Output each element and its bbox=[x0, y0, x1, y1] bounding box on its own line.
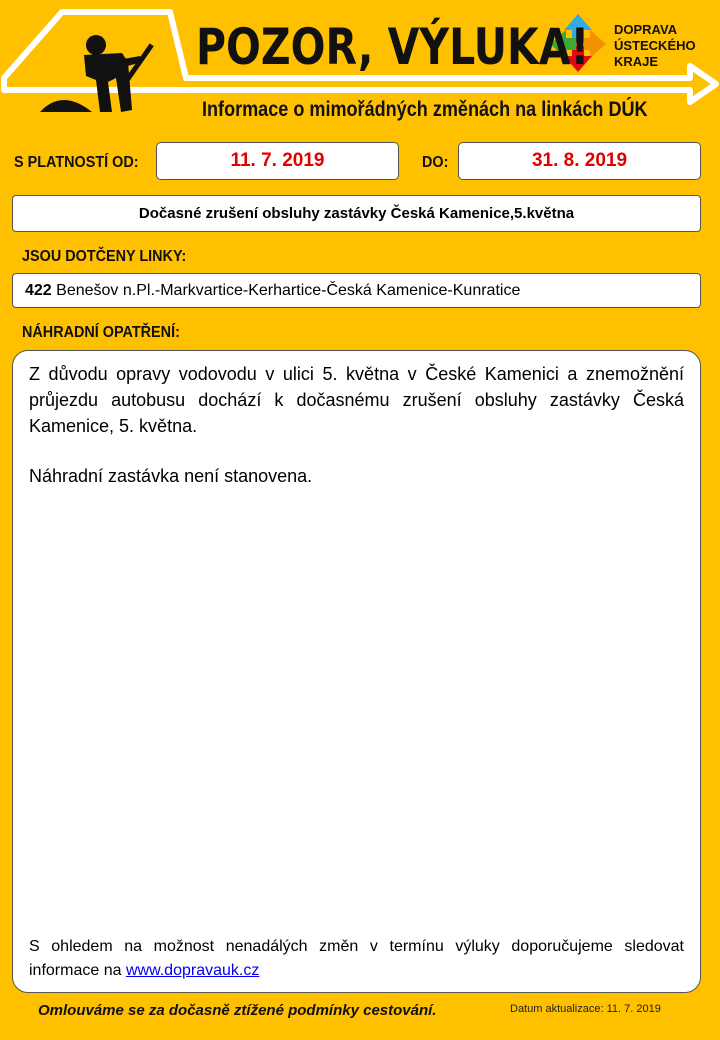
measures-paragraph: Náhradní zastávka není stanovena. bbox=[29, 466, 313, 486]
measures-panel bbox=[12, 350, 701, 993]
page-title: POZOR, VÝLUKA! bbox=[196, 18, 590, 76]
valid-to-label: DO: bbox=[422, 154, 449, 171]
footnote-text: S ohledem na možnost nenadálých změn v termínu výluky doporučujeme sledovat informace na bbox=[29, 938, 684, 979]
apology-text: Omlouváme se za dočasně ztížené podmínky cestování. bbox=[38, 1002, 437, 1019]
logo-line: KRAJE bbox=[614, 54, 659, 69]
logo-text bbox=[614, 22, 696, 70]
measures-label: NÁHRADNÍ OPATŘENÍ: bbox=[22, 324, 180, 341]
measures-footnote bbox=[29, 935, 684, 983]
logo-line: ÚSTECKÉHO bbox=[614, 38, 696, 53]
valid-from-value: 11. 7. 2019 bbox=[156, 142, 399, 180]
line-number: 422 bbox=[25, 281, 52, 299]
valid-from-label: S PLATNOSTÍ OD: bbox=[14, 154, 139, 171]
update-date: Datum aktualizace: 11. 7. 2019 bbox=[510, 1003, 661, 1015]
notice-title: Dočasné zrušení obsluhy zastávky Česká Kamenice,5.května bbox=[12, 195, 701, 232]
page-subtitle: Informace o mimořádných změnách na linkách DÚK bbox=[202, 98, 648, 121]
website-link[interactable]: www.dopravauk.cz bbox=[125, 962, 260, 979]
road-worker-icon bbox=[40, 35, 154, 112]
logo-line: DOPRAVA bbox=[614, 22, 678, 37]
valid-to-value: 31. 8. 2019 bbox=[458, 142, 701, 180]
affected-lines-box bbox=[12, 273, 701, 308]
affected-lines-label: JSOU DOTČENY LINKY: bbox=[22, 248, 187, 265]
measures-paragraph: Z důvodu opravy vodovodu v ulici 5. května v České Kamenici a znemožnění průjezdu autobusu dochází k dočasnému zrušení obsluhy zastávky Česká Kamenice, 5. května. bbox=[29, 364, 684, 436]
line-route: Benešov n.Pl.-Markvartice-Kerhartice-Česká Kamenice-Kunratice bbox=[56, 281, 521, 299]
